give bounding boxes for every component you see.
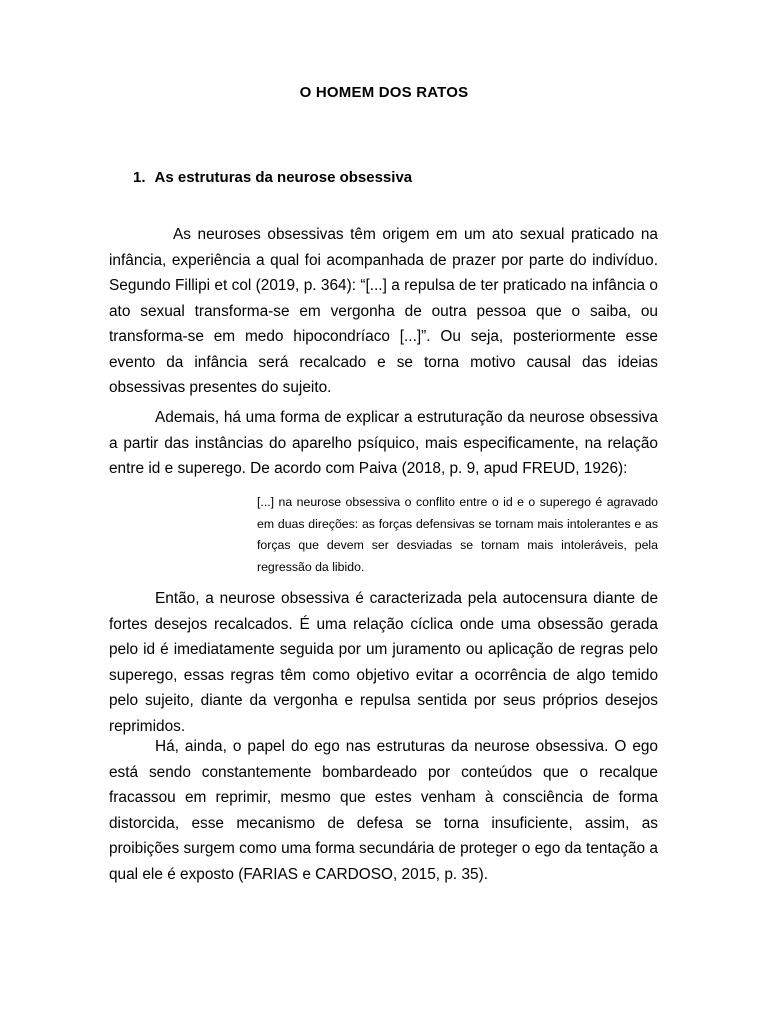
document-title: O HOMEM DOS RATOS xyxy=(299,84,469,101)
section-number: 1. xyxy=(133,169,146,186)
block-quote: [...] na neurose obsessiva o conflito entre o id e o superego é agravado em duas direções: as forças defensivas se tornam mais intolerantes e as forças que devem ser desviadas se tornam mais intoleráveis, pela regressão da libido. xyxy=(257,495,658,574)
paragraph-2: Ademais, há uma forma de explicar a estruturação da neurose obsessiva a partir das instâncias do aparelho psíquico, mais especificamente, na relação entre id e superego. De acordo com Paiva (2018, p. 9, apud FREUD, 1926): xyxy=(109,409,658,477)
section-title: As estruturas da neurose obsessiva xyxy=(154,169,413,186)
paragraph-4: Há, ainda, o papel do ego nas estruturas da neurose obsessiva. O ego está sendo constantemente bombardeado por conteúdos que o recalque fracassou em reprimir, mesmo que estes venham à consciência de forma distorcida, esse mecanismo de defesa se torna insuficiente, assim, as proibições surgem como uma forma secundária de proteger o ego da tentação a qual ele é exposto (FARIAS e CARDOSO, 2015, p. 35). xyxy=(109,738,658,883)
paragraph-3: Então, a neurose obsessiva é caracterizada pela autocensura diante de fortes desejos recalcados. É uma relação cíclica onde uma obsessão gerada pelo id é imediatamente seguida por um juramento ou aplicação de regras pelo superego, essas regras têm como objetivo evitar a ocorrência de algo temido pelo sujeito, diante da vergonha e repulsa sentida por seus próprios desejos reprimidos. xyxy=(109,590,658,735)
section-heading xyxy=(133,169,412,186)
paragraph-1: As neuroses obsessivas têm origem em um ato sexual praticado na infância, experiência a qual foi acompanhada de prazer por parte do indivíduo. Segundo Fillipi et col (2019, p. 364): “[...] a repulsa de ter praticado na infância o ato sexual transforma-se em vergonha de outra pessoa que o saiba, ou transforma-se em medo hipocondríaco [...]”. Ou seja, posteriormente esse evento da infância será recalcado e se torna motivo causal das ideias obsessivas presentes do sujeito. xyxy=(109,226,658,396)
